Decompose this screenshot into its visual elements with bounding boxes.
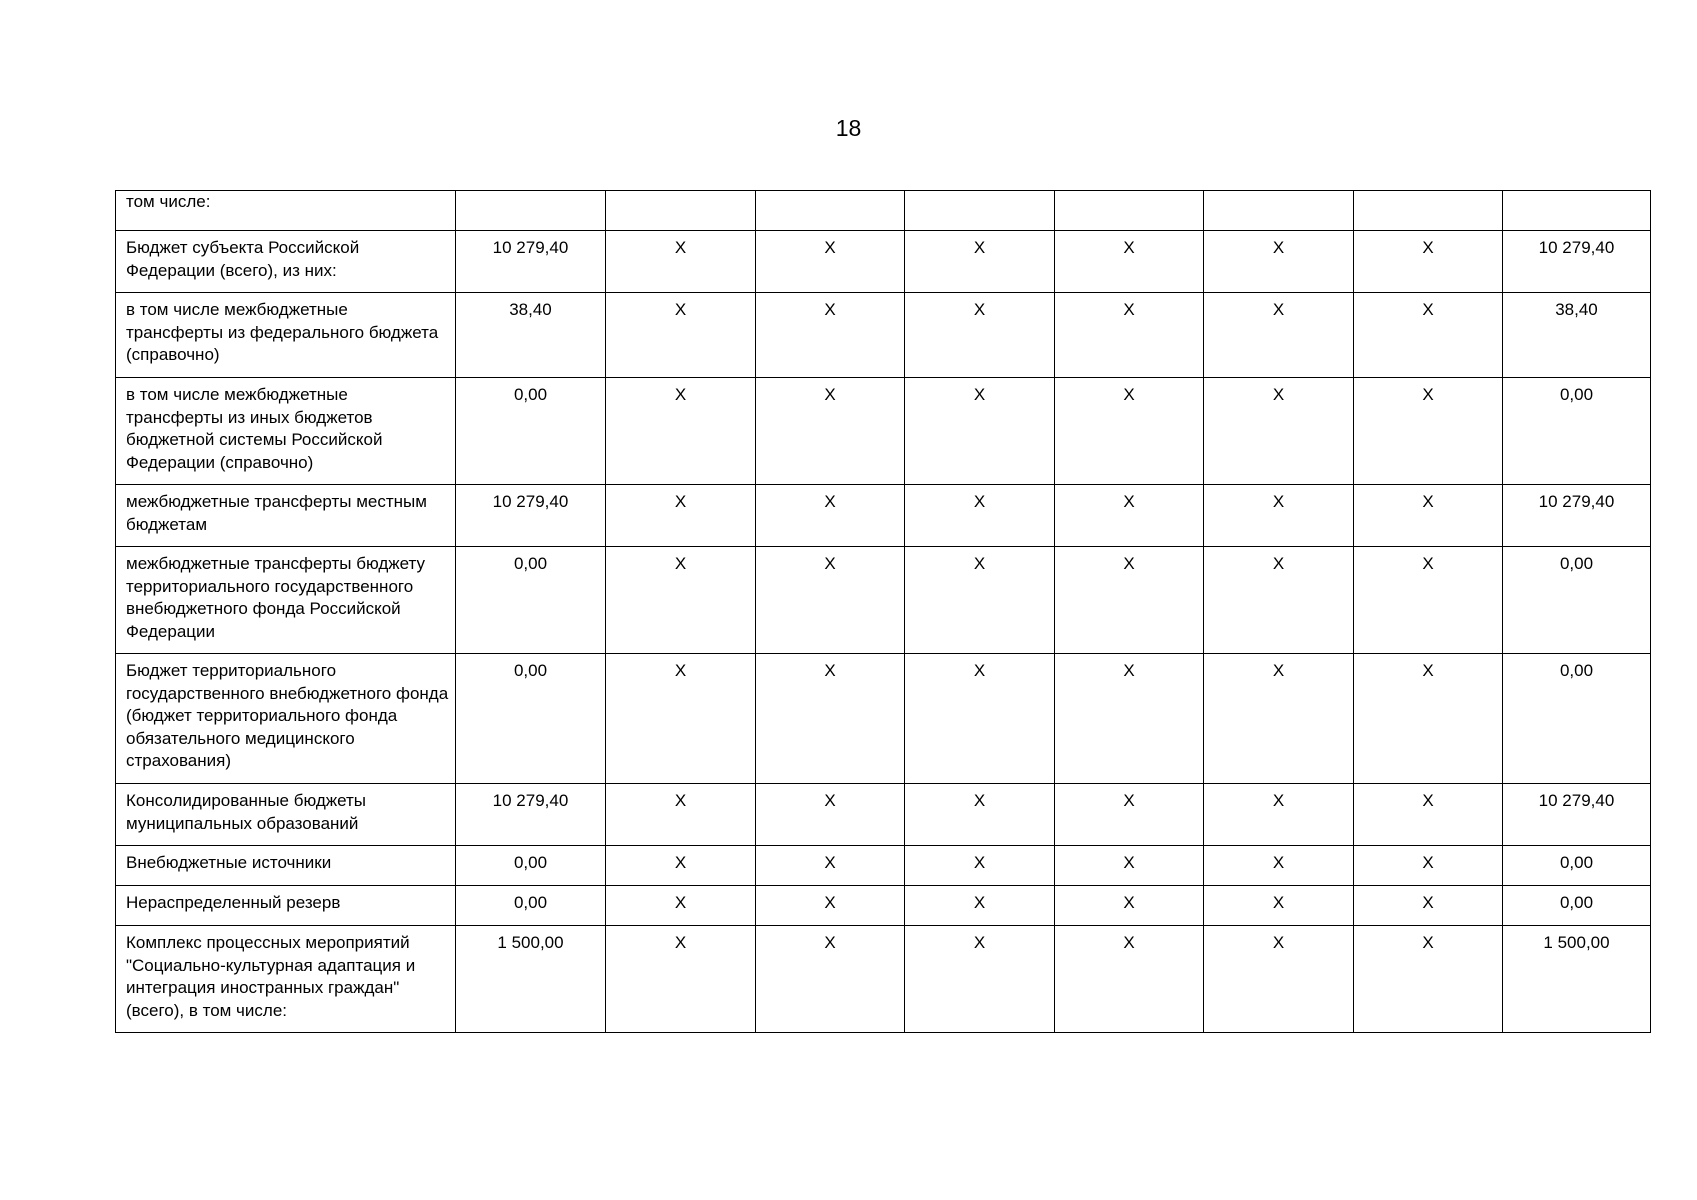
table-cell [905,191,1055,231]
row-label: Консолидированные бюджеты муниципальных образований [116,784,456,846]
table-cell [756,191,905,231]
table-cell: X [1204,485,1354,547]
table-cell: X [756,926,905,1033]
table-cell: X [1354,485,1503,547]
table-cell: X [756,547,905,654]
table-cell: 0,00 [1503,886,1651,926]
table-cell: X [606,231,756,293]
table-cell: X [756,378,905,485]
table-cell: X [905,485,1055,547]
table-cell: X [1204,231,1354,293]
table-cell: X [1055,378,1204,485]
table-cell: X [1354,846,1503,886]
table-cell: X [905,784,1055,846]
table-cell: 0,00 [1503,378,1651,485]
row-label: межбюджетные трансферты бюджету территориального государственного внебюджетного фонда Российской Федерации [116,547,456,654]
table-cell: X [1055,654,1204,784]
table-cell: X [1354,547,1503,654]
table-cell: 10 279,40 [1503,485,1651,547]
table-cell: X [1204,846,1354,886]
table-cell: X [1055,784,1204,846]
table-cell: X [756,293,905,378]
table-cell: X [1055,886,1204,926]
table-row [116,926,1651,1033]
table-cell: X [606,846,756,886]
table-cell [606,191,756,231]
table-row [116,654,1651,784]
row-label: Нераспределенный резерв [116,886,456,926]
table-cell: 10 279,40 [456,784,606,846]
row-label: в том числе межбюджетные трансферты из иных бюджетов бюджетной системы Российской Федерации (справочно) [116,378,456,485]
table-cell: X [756,654,905,784]
table-row [116,378,1651,485]
table-cell: X [1055,926,1204,1033]
table-cell: 1 500,00 [456,926,606,1033]
table-cell: X [1354,293,1503,378]
table-cell: X [606,485,756,547]
table-cell: X [1354,231,1503,293]
table-cell: X [1055,846,1204,886]
table-cell: X [1204,547,1354,654]
table-cell: X [1055,485,1204,547]
table-body [116,191,1651,1033]
row-label: межбюджетные трансферты местным бюджетам [116,485,456,547]
row-label: Бюджет территориального государственного внебюджетного фонда (бюджет территориального фонда обязательного медицинского страхования) [116,654,456,784]
table-cell: 38,40 [456,293,606,378]
table-cell: X [606,784,756,846]
table-cell: X [905,846,1055,886]
table-cell: X [606,293,756,378]
table-cell: 0,00 [1503,654,1651,784]
table-cell: X [1055,293,1204,378]
table-cell: 0,00 [456,886,606,926]
table-cell: X [606,547,756,654]
table-cell: 10 279,40 [456,485,606,547]
table-cell: X [1204,926,1354,1033]
table-cell [1055,191,1204,231]
table-cell: 0,00 [456,378,606,485]
table-cell: X [1354,654,1503,784]
table-cell: X [756,485,905,547]
table-row [116,293,1651,378]
table-cell: X [1354,378,1503,485]
table-cell: 10 279,40 [1503,231,1651,293]
budget-table [115,190,1651,1033]
table-cell: X [905,886,1055,926]
table-cell: X [1204,654,1354,784]
table-cell: X [905,926,1055,1033]
table-row [116,784,1651,846]
table-cell [1503,191,1651,231]
row-label: Комплекс процессных мероприятий "Социально-культурная адаптация и интеграция иностранных граждан" (всего), в том числе: [116,926,456,1033]
table-cell: 0,00 [456,654,606,784]
table-row [116,846,1651,886]
table-cell: X [606,886,756,926]
table-row [116,191,1651,231]
table-cell: X [1354,784,1503,846]
row-label: Бюджет субъекта Российской Федерации (всего), из них: [116,231,456,293]
table-cell: X [756,231,905,293]
table-row [116,485,1651,547]
table-row [116,547,1651,654]
row-label: в том числе межбюджетные трансферты из федерального бюджета (справочно) [116,293,456,378]
table-cell: 38,40 [1503,293,1651,378]
table-cell: X [1055,547,1204,654]
table-cell [1354,191,1503,231]
table-row [116,886,1651,926]
table-cell: X [606,926,756,1033]
table-cell: 0,00 [456,547,606,654]
table-cell: X [905,378,1055,485]
table-cell: 10 279,40 [456,231,606,293]
table-cell: 0,00 [1503,547,1651,654]
table-cell: X [1354,886,1503,926]
table-row [116,231,1651,293]
table-cell: X [756,886,905,926]
table-cell: X [756,846,905,886]
table-cell: 1 500,00 [1503,926,1651,1033]
table-cell: X [1354,926,1503,1033]
table-cell: X [756,784,905,846]
table-cell: X [905,547,1055,654]
page-number: 18 [835,115,862,141]
row-label: том числе: [116,191,456,231]
table-cell [456,191,606,231]
table-cell: 0,00 [456,846,606,886]
table-cell: X [1204,784,1354,846]
table-cell: X [905,293,1055,378]
table-cell: X [606,378,756,485]
table-cell: X [1204,886,1354,926]
row-label: Внебюджетные источники [116,846,456,886]
table-cell: X [1055,231,1204,293]
table-cell: X [905,654,1055,784]
table-cell: X [1204,378,1354,485]
table-cell: X [606,654,756,784]
table-cell: 10 279,40 [1503,784,1651,846]
table-cell [1204,191,1354,231]
table-cell: X [1204,293,1354,378]
table-cell: 0,00 [1503,846,1651,886]
table-cell: X [905,231,1055,293]
